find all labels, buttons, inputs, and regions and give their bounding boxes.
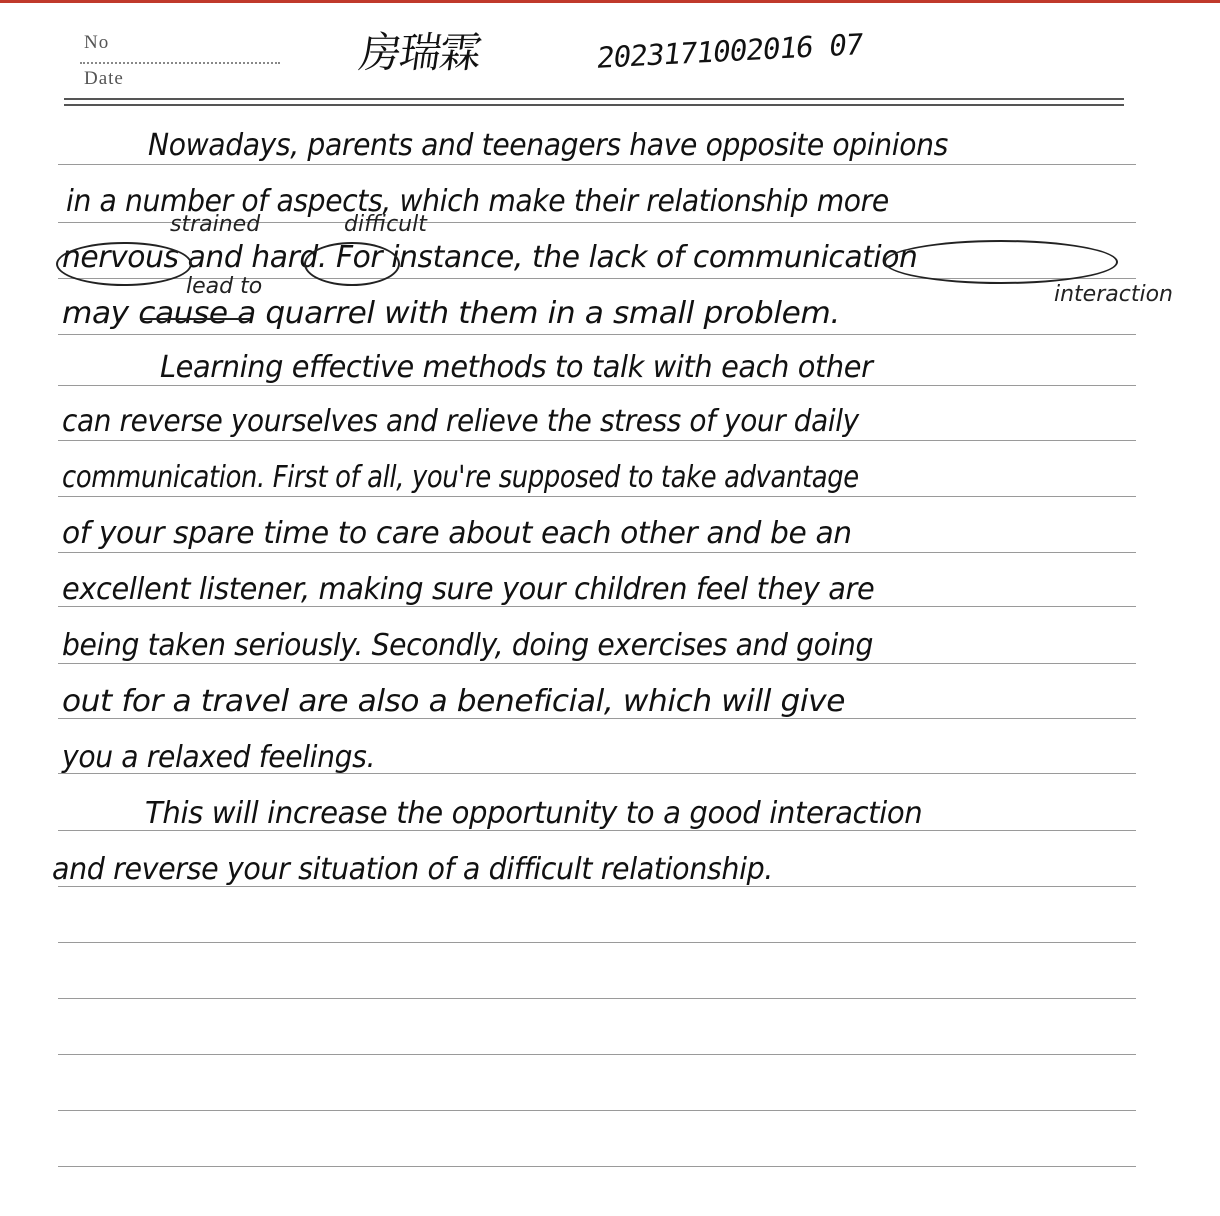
ruled-line: [58, 942, 1136, 943]
date-label: Date: [84, 68, 124, 89]
ruled-line: [58, 385, 1136, 386]
essay-line-7: communication. First of all, you're supposed to take advantage: [62, 460, 859, 495]
ruled-line: [58, 496, 1136, 497]
header-rule-top: [64, 98, 1124, 100]
essay-line-3: nervous and hard. For instance, the lack of communication: [62, 240, 918, 275]
ruled-line: [58, 1054, 1136, 1055]
ruled-line: [58, 1110, 1136, 1111]
ruled-line: [58, 998, 1136, 999]
correction-difficult: difficult: [344, 212, 427, 237]
essay-line-14: and reverse your situation of a difficult relationship.: [52, 852, 774, 887]
student-id: 2023171002016 07: [594, 27, 865, 75]
ruled-line: [58, 164, 1136, 165]
correction-strained: strained: [170, 212, 261, 237]
signature: 房瑞霖: [356, 28, 484, 77]
correction-circle-hard: [304, 242, 400, 286]
essay-line-11: out for a travel are also a beneficial, which will give: [62, 684, 846, 719]
dotted-divider: [80, 62, 280, 64]
ruled-line: [58, 334, 1136, 335]
essay-line-4: may cause a quarrel with them in a small problem.: [62, 296, 840, 331]
header-rule-bottom: [64, 104, 1124, 106]
essay-line-1: Nowadays, parents and teenagers have opposite opinions: [148, 128, 948, 163]
ruled-line: [58, 663, 1136, 664]
essay-line-8: of your spare time to care about each other and be an: [62, 516, 852, 551]
strikethrough-cause: [140, 318, 250, 320]
essay-line-6: can reverse yourselves and relieve the stress of your daily: [62, 404, 859, 439]
ruled-line: [58, 1166, 1136, 1167]
correction-circle-communication: [884, 240, 1118, 284]
no-label: No: [84, 32, 110, 53]
essay-line-12: you a relaxed feelings.: [62, 740, 376, 775]
correction-interaction: interaction: [1054, 282, 1173, 307]
essay-line-5: Learning effective methods to talk with each other: [160, 350, 873, 385]
correction-lead-to: lead to: [186, 274, 263, 299]
essay-line-10: being taken seriously. Secondly, doing exercises and going: [62, 628, 873, 663]
essay-line-13: This will increase the opportunity to a good interaction: [145, 796, 923, 831]
ruled-line: [58, 552, 1136, 553]
ruled-line: [58, 440, 1136, 441]
essay-line-2: in a number of aspects, which make their relationship more: [66, 184, 889, 219]
essay-line-9: excellent listener, making sure your children feel they are: [62, 572, 875, 607]
correction-circle-nervous: [56, 242, 192, 286]
